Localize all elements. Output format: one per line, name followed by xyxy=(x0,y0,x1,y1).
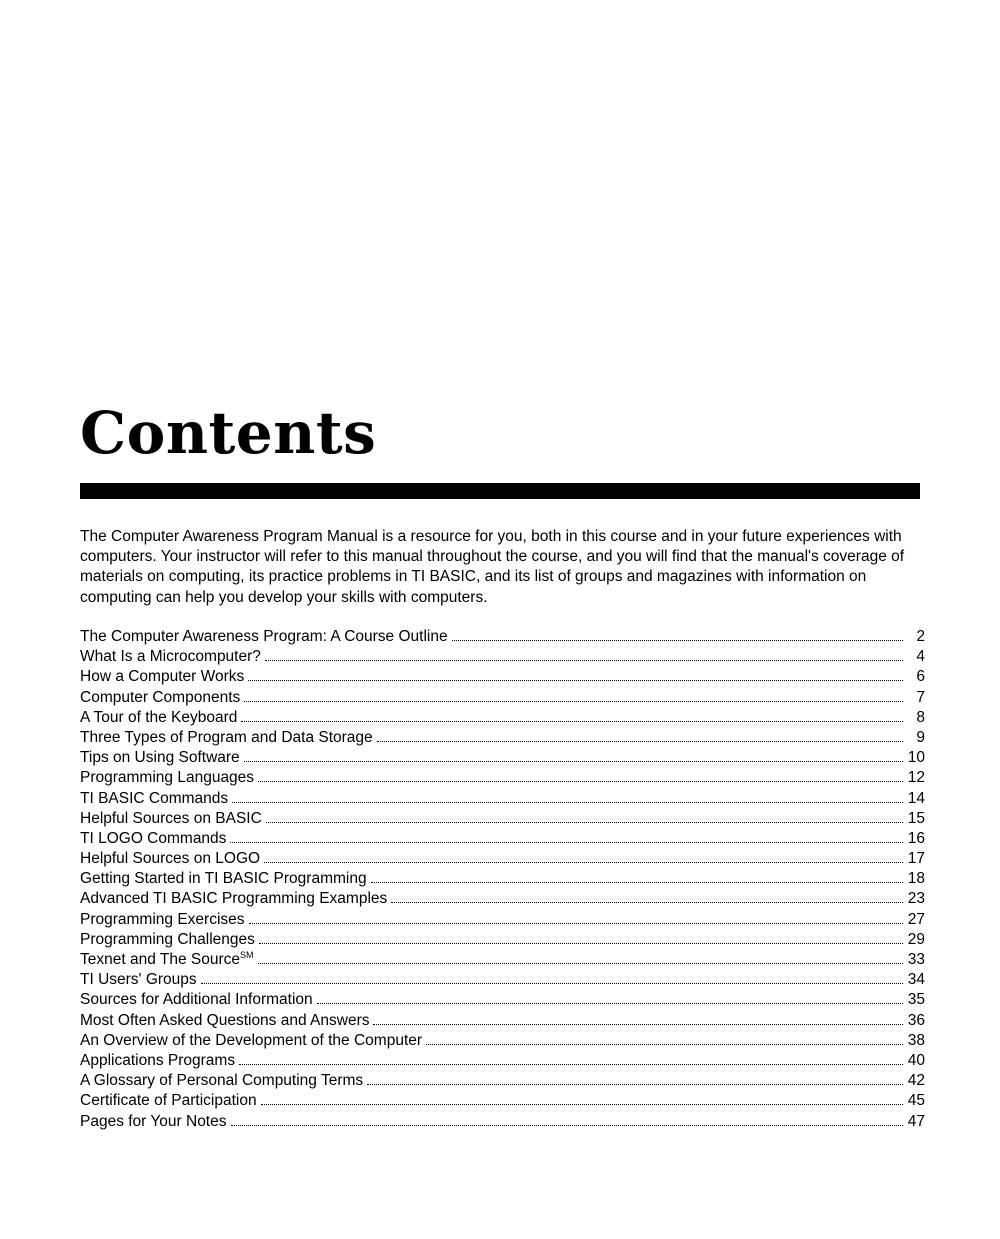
toc-entry-title: Three Types of Program and Data Storage xyxy=(80,728,373,746)
toc-entry-page: 18 xyxy=(907,870,925,888)
toc-entry-title: TI LOGO Commands xyxy=(80,829,227,847)
toc-entry-page: 47 xyxy=(907,1112,925,1130)
toc-leader xyxy=(249,923,903,924)
toc-entry xyxy=(80,647,925,667)
toc-entry xyxy=(80,1112,925,1132)
toc-leader xyxy=(371,882,903,883)
toc-entry-title: Most Often Asked Questions and Answers xyxy=(80,1011,370,1029)
toc-leader xyxy=(367,1084,903,1085)
toc-leader xyxy=(239,1064,903,1065)
toc-leader xyxy=(259,943,903,944)
title-rule xyxy=(80,483,920,499)
toc-leader xyxy=(244,701,903,702)
toc-entry-title-text: Texnet and The Source xyxy=(80,951,240,968)
toc-entry-page: 27 xyxy=(907,910,925,928)
page-title: Contents xyxy=(80,399,377,467)
toc-leader xyxy=(264,862,903,863)
toc-entry-title: An Overview of the Development of the Computer xyxy=(80,1031,423,1049)
toc-entry-title: Applications Programs xyxy=(80,1051,236,1069)
toc-entry xyxy=(80,1091,925,1111)
toc-leader xyxy=(391,902,903,903)
toc-leader xyxy=(201,983,903,984)
toc-entry-page: 36 xyxy=(907,1011,925,1029)
toc-entry xyxy=(80,688,925,708)
toc-entry-title: TI Users' Groups xyxy=(80,971,197,989)
toc-leader xyxy=(377,741,903,742)
toc-entry xyxy=(80,789,925,809)
toc-entry xyxy=(80,849,925,869)
toc-entry-title: Tips on Using Software xyxy=(80,749,240,767)
toc-entry-page: 15 xyxy=(907,809,925,827)
toc-entry xyxy=(80,889,925,909)
toc-entry-page: 4 xyxy=(916,648,925,666)
service-mark: SM xyxy=(240,950,254,960)
toc-entry-title: Pages for Your Notes xyxy=(80,1112,227,1130)
toc-leader xyxy=(248,680,903,681)
toc-entry-page: 38 xyxy=(907,1031,925,1049)
toc-leader xyxy=(317,1003,903,1004)
toc-entry-page: 9 xyxy=(916,728,925,746)
toc-entry xyxy=(80,869,925,889)
toc-entry xyxy=(80,748,925,768)
toc-leader xyxy=(265,660,903,661)
toc-entry-title: Helpful Sources on BASIC xyxy=(80,809,262,827)
toc-entry-page: 16 xyxy=(907,829,925,847)
toc-entry xyxy=(80,1051,925,1071)
toc-entry-title: How a Computer Works xyxy=(80,668,245,686)
toc-entry xyxy=(80,910,925,930)
toc-leader xyxy=(258,781,903,782)
toc-entry-title: A Tour of the Keyboard xyxy=(80,708,238,726)
toc-leader xyxy=(266,822,903,823)
toc-entry-title: Computer Components xyxy=(80,688,241,706)
toc-entry xyxy=(80,829,925,849)
toc-leader xyxy=(231,1125,904,1126)
toc-entry-page: 35 xyxy=(907,991,925,1009)
toc-entry-page: 29 xyxy=(907,930,925,948)
toc-leader xyxy=(241,721,903,722)
toc-entry-title: Programming Languages xyxy=(80,769,255,787)
toc-entry-title: Advanced TI BASIC Programming Examples xyxy=(80,890,388,908)
toc-entry-page: 33 xyxy=(907,951,925,968)
toc-leader xyxy=(258,963,904,964)
toc-entry xyxy=(80,728,925,748)
toc-entry-title: Sources for Additional Information xyxy=(80,991,313,1009)
toc-entry-page: 6 xyxy=(916,668,925,686)
toc-entry-page: 8 xyxy=(916,708,925,726)
toc-entry-title: The Computer Awareness Program: A Course Outline xyxy=(80,628,448,645)
toc-entry-page: 45 xyxy=(907,1092,925,1110)
toc-entry xyxy=(80,990,925,1010)
toc-entry xyxy=(80,1071,925,1091)
toc-entry xyxy=(80,1011,925,1031)
toc-entry-page: 34 xyxy=(907,971,925,989)
toc-entry-page: 42 xyxy=(907,1072,925,1090)
toc-leader xyxy=(452,640,903,641)
toc-entry-title: A Glossary of Personal Computing Terms xyxy=(80,1072,364,1090)
toc-leader xyxy=(261,1104,903,1105)
toc-entry-page: 17 xyxy=(907,850,925,868)
toc-entry xyxy=(80,768,925,788)
toc-entry-page: 14 xyxy=(907,789,925,807)
toc-leader xyxy=(244,761,903,762)
toc-leader xyxy=(230,842,903,843)
intro-paragraph: The Computer Awareness Program Manual is a resource for you, both in this course and in your future experiences with computers. Your instructor will refer to this manual throughout the course, and you will find that the manual's coverage of materials on computing, its practice problems in TI BASIC, and its list of groups and magazines with information on computing can help you develop your skills with computers. xyxy=(80,528,905,606)
toc-entry-title: Programming Challenges xyxy=(80,930,255,948)
toc-entry-title: Certificate of Participation xyxy=(80,1092,257,1110)
toc-entry xyxy=(80,708,925,728)
toc-entry-title: TI BASIC Commands xyxy=(80,789,229,807)
toc-entry xyxy=(80,930,925,950)
table-of-contents xyxy=(80,627,925,1132)
toc-entry-title: Programming Exercises xyxy=(80,910,245,928)
toc-entry-page: 12 xyxy=(907,769,925,787)
toc-entry-title: What Is a Microcomputer? xyxy=(80,648,261,666)
toc-leader xyxy=(232,802,903,803)
toc-entry-page: 2 xyxy=(916,628,925,645)
toc-entry-title: Getting Started in TI BASIC Programming xyxy=(80,870,367,888)
toc-entry-title: Helpful Sources on LOGO xyxy=(80,850,261,868)
toc-entry xyxy=(80,970,925,990)
toc-leader xyxy=(426,1044,903,1045)
toc-entry-page: 40 xyxy=(907,1051,925,1069)
toc-entry xyxy=(80,950,925,970)
toc-entry-title xyxy=(80,950,258,970)
toc-entry xyxy=(80,809,925,829)
toc-leader xyxy=(373,1024,903,1025)
toc-entry-page: 7 xyxy=(916,688,925,706)
toc-entry xyxy=(80,667,925,687)
toc-entry-page: 23 xyxy=(907,890,925,908)
toc-entry xyxy=(80,1031,925,1051)
toc-entry xyxy=(80,627,925,647)
toc-entry-page: 10 xyxy=(907,749,925,767)
